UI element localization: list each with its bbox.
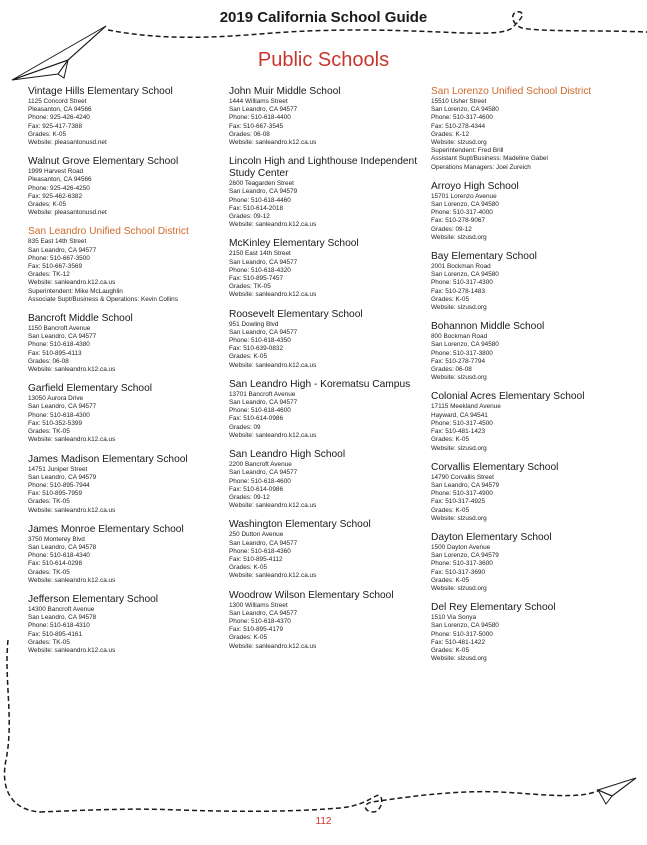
school-detail-line: Hayward, CA 94541 — [431, 411, 488, 419]
school-detail-line: Grades: TK-05 — [28, 498, 70, 506]
school-detail-line: 1300 Williams Street — [229, 601, 288, 609]
school-entry — [229, 156, 429, 229]
school-detail-line: San Lorenzo, CA 94580 — [431, 341, 499, 349]
school-detail-line: Phone: 510-618-4600 — [229, 407, 291, 415]
school-detail-line: Grades: K-05 — [229, 353, 268, 361]
school-name: Del Rey Elementary School — [431, 602, 556, 614]
school-detail-line: 1999 Harvest Road — [28, 168, 84, 176]
school-detail-line: Fax: 510-667-3545 — [229, 122, 284, 130]
school-detail-line: Website: slzusd.org — [431, 374, 487, 382]
school-entry — [431, 181, 631, 242]
school-detail-line: Fax: 510-481-1422 — [431, 638, 486, 646]
district-name: San Lorenzo Unified School District — [431, 86, 592, 97]
school-name: San Leandro High - Korematsu Campus — [229, 378, 411, 390]
school-detail-line: 2001 Bockman Road — [431, 263, 491, 271]
school-name: Lincoln High and Lighthouse Independent Study Center — [229, 156, 418, 180]
school-detail-line: San Leandro, CA 94577 — [229, 609, 298, 617]
school-detail-line: San Leandro, CA 94577 — [28, 246, 97, 254]
school-name: Jefferson Elementary School — [28, 593, 159, 605]
school-detail-line: San Leandro, CA 94578 — [28, 543, 97, 551]
school-entry — [28, 313, 228, 374]
school-detail-line: Grades: K-05 — [431, 295, 470, 303]
school-name: Bancroft Middle School — [28, 313, 133, 325]
school-detail-line: Fax: 510-278-9067 — [431, 217, 486, 225]
school-name: Vintage Hills Elementary School — [28, 86, 173, 97]
school-entry — [28, 594, 228, 655]
school-detail-line: Website: slzusd.org — [431, 444, 487, 452]
school-detail-line: Grades: 06-08 — [431, 366, 472, 374]
left-dashed-trail — [4, 640, 40, 812]
guide-title: 2019 California School Guide — [219, 9, 428, 26]
school-detail-line: San Leandro, CA 94577 — [229, 469, 298, 477]
school-detail-line: Grades: TK-05 — [28, 638, 70, 646]
school-name: Arroyo High School — [431, 180, 519, 192]
school-entry — [28, 454, 228, 515]
school-detail-line: Phone: 510-618-4350 — [229, 337, 291, 345]
school-detail-line: Phone: 510-618-4300 — [28, 411, 90, 419]
district-name: San Leandro Unified School District — [28, 226, 189, 238]
school-detail-line: Fax: 510-614-0986 — [229, 485, 284, 493]
school-detail-line: Phone: 510-618-4370 — [229, 617, 291, 625]
school-detail-line: Website: sanleandro.k12.ca.us — [28, 506, 116, 514]
school-detail-line: 14790 Corvallis Street — [431, 473, 494, 481]
school-detail-line: Superintendent: Fred Brill — [431, 147, 504, 155]
school-detail-line: Grades: 09-12 — [229, 213, 270, 221]
school-name: Walnut Grove Elementary School — [28, 156, 179, 168]
school-detail-line: Phone: 510-618-4360 — [229, 547, 291, 555]
school-detail-line: Grades: K-05 — [229, 564, 268, 572]
school-detail-line: 17115 Meekland Avenue — [431, 403, 501, 411]
school-detail-line: Website: sanleandro.k12.ca.us — [229, 431, 317, 439]
school-detail-line: Phone: 510-895-7944 — [28, 481, 90, 489]
school-name: McKinley Elementary School — [229, 238, 359, 250]
school-detail-line: 14751 Juniper Street — [28, 465, 88, 473]
school-detail-line: Grades: TK-12 — [28, 271, 70, 279]
school-detail-line: 1500 Dayton Avenue — [431, 543, 491, 551]
school-entry — [229, 449, 429, 510]
school-entry — [229, 238, 429, 299]
school-detail-line: Website: sanleandro.k12.ca.us — [28, 646, 116, 654]
school-detail-line: 1125 Concord Street — [28, 98, 87, 105]
school-detail-line: Website: slzusd.org — [431, 514, 487, 522]
school-detail-line: Phone: 510-618-4460 — [229, 196, 291, 204]
school-detail-line: Grades: K-05 — [431, 646, 470, 654]
school-detail-line: Fax: 510-278-4344 — [431, 122, 486, 130]
paper-airplane-icon — [598, 778, 636, 804]
school-detail-line: Website: sanleandro.k12.ca.us — [229, 572, 317, 580]
school-detail-line: 1510 Via Sonya — [431, 614, 477, 622]
school-detail-line: San Leandro, CA 94577 — [229, 539, 298, 547]
district-entry — [431, 86, 631, 172]
school-detail-line: Phone: 510-317-4900 — [431, 490, 493, 498]
school-detail-line: Pleasanton, CA 94566 — [28, 106, 92, 114]
school-detail-line: Phone: 510-317-4600 — [431, 114, 493, 122]
school-entry — [229, 590, 429, 651]
school-detail-line: Fax: 510-481-1423 — [431, 428, 486, 436]
school-detail-line: 15510 Usher Street — [431, 98, 487, 105]
school-detail-line: Phone: 510-317-5000 — [431, 630, 493, 638]
school-detail-line: Website: sanleandro.k12.ca.us — [28, 576, 116, 584]
school-detail-line: Grades: K-05 — [229, 634, 268, 642]
school-detail-line: Fax: 925-462-6382 — [28, 192, 83, 200]
school-entry — [229, 86, 429, 147]
school-detail-line: San Leandro, CA 94577 — [229, 106, 298, 114]
school-entry — [28, 524, 228, 585]
school-detail-line: Fax: 925-417-7388 — [28, 122, 83, 130]
section-title: Public Schools — [257, 49, 390, 71]
school-name: Colonial Acres Elementary School — [431, 391, 585, 403]
school-detail-line: Fax: 510-352-5399 — [28, 419, 83, 427]
school-detail-line: Pleasanton, CA 94566 — [28, 176, 92, 184]
school-name: Woodrow Wilson Elementary School — [229, 589, 394, 601]
school-entry — [431, 321, 631, 382]
school-detail-line: Fax: 510-614-0986 — [229, 415, 284, 423]
school-detail-line: Phone: 925-426-4240 — [28, 114, 90, 122]
school-detail-line: 13701 Bancroft Avenue — [229, 390, 296, 398]
school-detail-line: Website: sanleandro.k12.ca.us — [229, 139, 317, 147]
school-detail-line: Phone: 510-618-4310 — [28, 622, 90, 630]
school-detail-line: Fax: 510-278-1483 — [431, 287, 486, 295]
school-name: Washington Elementary School — [229, 519, 371, 531]
school-detail-line: Website: pleasantonusd.net — [28, 209, 107, 217]
school-entry — [431, 602, 631, 663]
school-name: Roosevelt Elementary School — [229, 308, 363, 320]
school-detail-line: Website: slzusd.org — [431, 233, 487, 241]
school-detail-line: Fax: 510-895-7457 — [229, 275, 284, 283]
school-detail-line: San Lorenzo, CA 94580 — [431, 271, 499, 279]
school-detail-line: Website: sanleandro.k12.ca.us — [28, 279, 116, 287]
school-detail-line: Website: slzusd.org — [431, 139, 487, 147]
school-detail-line: Website: slzusd.org — [431, 584, 487, 592]
school-detail-line: Grades: 09-12 — [229, 493, 270, 501]
school-detail-line: Fax: 510-895-7959 — [28, 490, 83, 498]
school-detail-line: Fax: 510-639-0832 — [229, 345, 284, 353]
school-detail-line: 2200 Bancroft Avenue — [229, 461, 292, 469]
school-detail-line: Grades: 06-08 — [229, 130, 270, 138]
school-detail-line: Fax: 510-317-4925 — [431, 498, 486, 506]
school-entry — [28, 383, 228, 444]
school-detail-line: Grades: 06-08 — [28, 357, 69, 365]
school-detail-line: San Leandro, CA 94579 — [28, 473, 97, 481]
school-detail-line: Phone: 510-618-4320 — [229, 266, 291, 274]
school-detail-line: Fax: 510-895-4112 — [229, 555, 283, 563]
school-detail-line: 1444 Williams Street — [229, 98, 288, 105]
school-detail-line: Grades: 09-12 — [431, 225, 472, 233]
school-entry — [431, 251, 631, 312]
school-detail-line: Phone: 510-317-3600 — [431, 560, 493, 568]
school-detail-line: 2600 Teagarden Street — [229, 180, 294, 188]
school-detail-line: Associate Supt/Business & Operations: Kevin Collins — [28, 295, 178, 303]
school-detail-line: 250 Dutton Avenue — [229, 531, 284, 539]
bottom-dashed-trail — [40, 790, 600, 812]
school-detail-line: Fax: 510-667-3569 — [28, 263, 83, 271]
school-detail-line: San Leandro, CA 94577 — [28, 333, 97, 341]
school-name: Bay Elementary School — [431, 251, 537, 263]
school-detail-line: San Leandro, CA 94577 — [229, 328, 298, 336]
school-entry — [431, 391, 631, 452]
school-detail-line: Website: pleasantonusd.net — [28, 139, 107, 147]
school-detail-line: 14300 Bancroft Avenue — [28, 605, 95, 613]
school-detail-line: Phone: 510-317-4000 — [431, 209, 493, 217]
school-detail-line: Grades: K-05 — [431, 506, 470, 514]
school-detail-line: Phone: 510-317-3800 — [431, 349, 493, 357]
school-entry — [431, 462, 631, 523]
column-2 — [229, 86, 429, 660]
school-detail-line: San Lorenzo, CA 94580 — [431, 106, 499, 114]
school-detail-line: San Leandro, CA 94579 — [431, 481, 500, 489]
school-detail-line: 835 East 14th Street — [28, 238, 87, 246]
school-detail-line: Grades: TK-05 — [28, 428, 70, 436]
school-detail-line: Website: sanleandro.k12.ca.us — [229, 221, 317, 229]
school-detail-line: Fax: 510-317-3690 — [431, 568, 486, 576]
school-name: James Madison Elementary School — [28, 453, 188, 465]
school-detail-line: 13050 Aurora Drive — [28, 395, 84, 403]
school-detail-line: Fax: 510-614-0298 — [28, 560, 83, 568]
school-name: James Monroe Elementary School — [28, 523, 184, 535]
school-detail-line: Assistant Supt/Business: Madeline Gabel — [431, 155, 548, 163]
school-entry — [229, 519, 429, 580]
school-name: San Leandro High School — [229, 449, 346, 461]
school-detail-line: Superintendent: Mike McLaughlin — [28, 287, 123, 295]
school-detail-line: Grades: TK-05 — [229, 283, 271, 291]
school-detail-line: San Lorenzo, CA 94580 — [431, 622, 499, 630]
school-detail-line: Phone: 510-667-3500 — [28, 254, 90, 262]
school-detail-line: Fax: 510-278-7794 — [431, 357, 486, 365]
school-detail-line: San Leandro, CA 94578 — [28, 614, 97, 622]
district-entry — [28, 226, 228, 304]
school-detail-line: Grades: K-12 — [431, 130, 470, 138]
school-detail-line: 800 Bockman Road — [431, 333, 488, 341]
school-detail-line: Website: sanleandro.k12.ca.us — [229, 291, 317, 299]
school-detail-line: Phone: 510-618-4340 — [28, 552, 90, 560]
school-entry — [229, 379, 429, 440]
school-detail-line: San Leandro, CA 94577 — [229, 399, 298, 407]
school-detail-line: Website: sanleandro.k12.ca.us — [28, 366, 116, 374]
school-detail-line: Fax: 510-895-4179 — [229, 626, 284, 634]
school-detail-line: Grades: TK-05 — [28, 568, 70, 576]
school-name: Bohannon Middle School — [431, 321, 545, 333]
school-detail-line: Website: sanleandro.k12.ca.us — [229, 642, 317, 650]
column-1 — [28, 86, 228, 664]
school-entry — [229, 309, 429, 370]
school-detail-line: Grades: K-05 — [431, 436, 470, 444]
school-detail-line: 3750 Monterey Blvd — [28, 535, 85, 543]
school-detail-line: San Lorenzo, CA 94580 — [431, 201, 499, 209]
school-detail-line: Fax: 510-895-4113 — [28, 349, 82, 357]
school-detail-line: Website: sanleandro.k12.ca.us — [28, 436, 116, 444]
school-detail-line: Fax: 510-614-2018 — [229, 204, 284, 212]
school-detail-line: Operations Managers: Joel Zureich — [431, 163, 531, 171]
school-detail-line: 1150 Bancroft Avenue — [28, 325, 91, 333]
school-entry — [28, 86, 228, 147]
school-detail-line: Phone: 510-618-4600 — [229, 477, 291, 485]
school-name: Dayton Elementary School — [431, 531, 552, 543]
school-detail-line: Grades: K-05 — [28, 201, 67, 209]
school-detail-line: Phone: 510-317-4300 — [431, 279, 493, 287]
school-detail-line: Phone: 510-317-4500 — [431, 419, 493, 427]
school-detail-line: 2150 East 14th Street — [229, 250, 291, 258]
school-entry — [431, 532, 631, 593]
school-detail-line: Grades: 09 — [229, 423, 261, 431]
school-detail-line: San Leandro, CA 94577 — [28, 403, 97, 411]
school-detail-line: Grades: K-05 — [28, 130, 67, 138]
school-detail-line: Website: sanleandro.k12.ca.us — [229, 502, 317, 510]
school-name: Corvallis Elementary School — [431, 461, 559, 473]
school-detail-line: 15701 Lorenzo Avenue — [431, 192, 497, 200]
school-detail-line: Website: slzusd.org — [431, 655, 487, 663]
school-entry — [28, 156, 228, 217]
page-number: 112 — [315, 816, 332, 827]
school-detail-line: Phone: 925-426-4250 — [28, 184, 90, 192]
school-name: Garfield Elementary School — [28, 383, 153, 395]
school-detail-line: Grades: K-05 — [431, 576, 470, 584]
school-name: John Muir Middle School — [229, 86, 341, 97]
column-3 — [431, 86, 631, 672]
school-detail-line: San Leandro, CA 94579 — [229, 188, 298, 196]
school-detail-line: Website: slzusd.org — [431, 304, 487, 312]
school-detail-line: San Lorenzo, CA 94579 — [431, 552, 499, 560]
school-detail-line: Phone: 510-618-4400 — [229, 114, 291, 122]
school-detail-line: Fax: 510-895-4161 — [28, 630, 83, 638]
school-detail-line: 951 Dowling Blvd — [229, 320, 279, 328]
school-detail-line: Phone: 510-618-4380 — [28, 341, 90, 349]
school-detail-line: Website: sanleandro.k12.ca.us — [229, 361, 317, 369]
school-detail-line: San Leandro, CA 94577 — [229, 258, 298, 266]
